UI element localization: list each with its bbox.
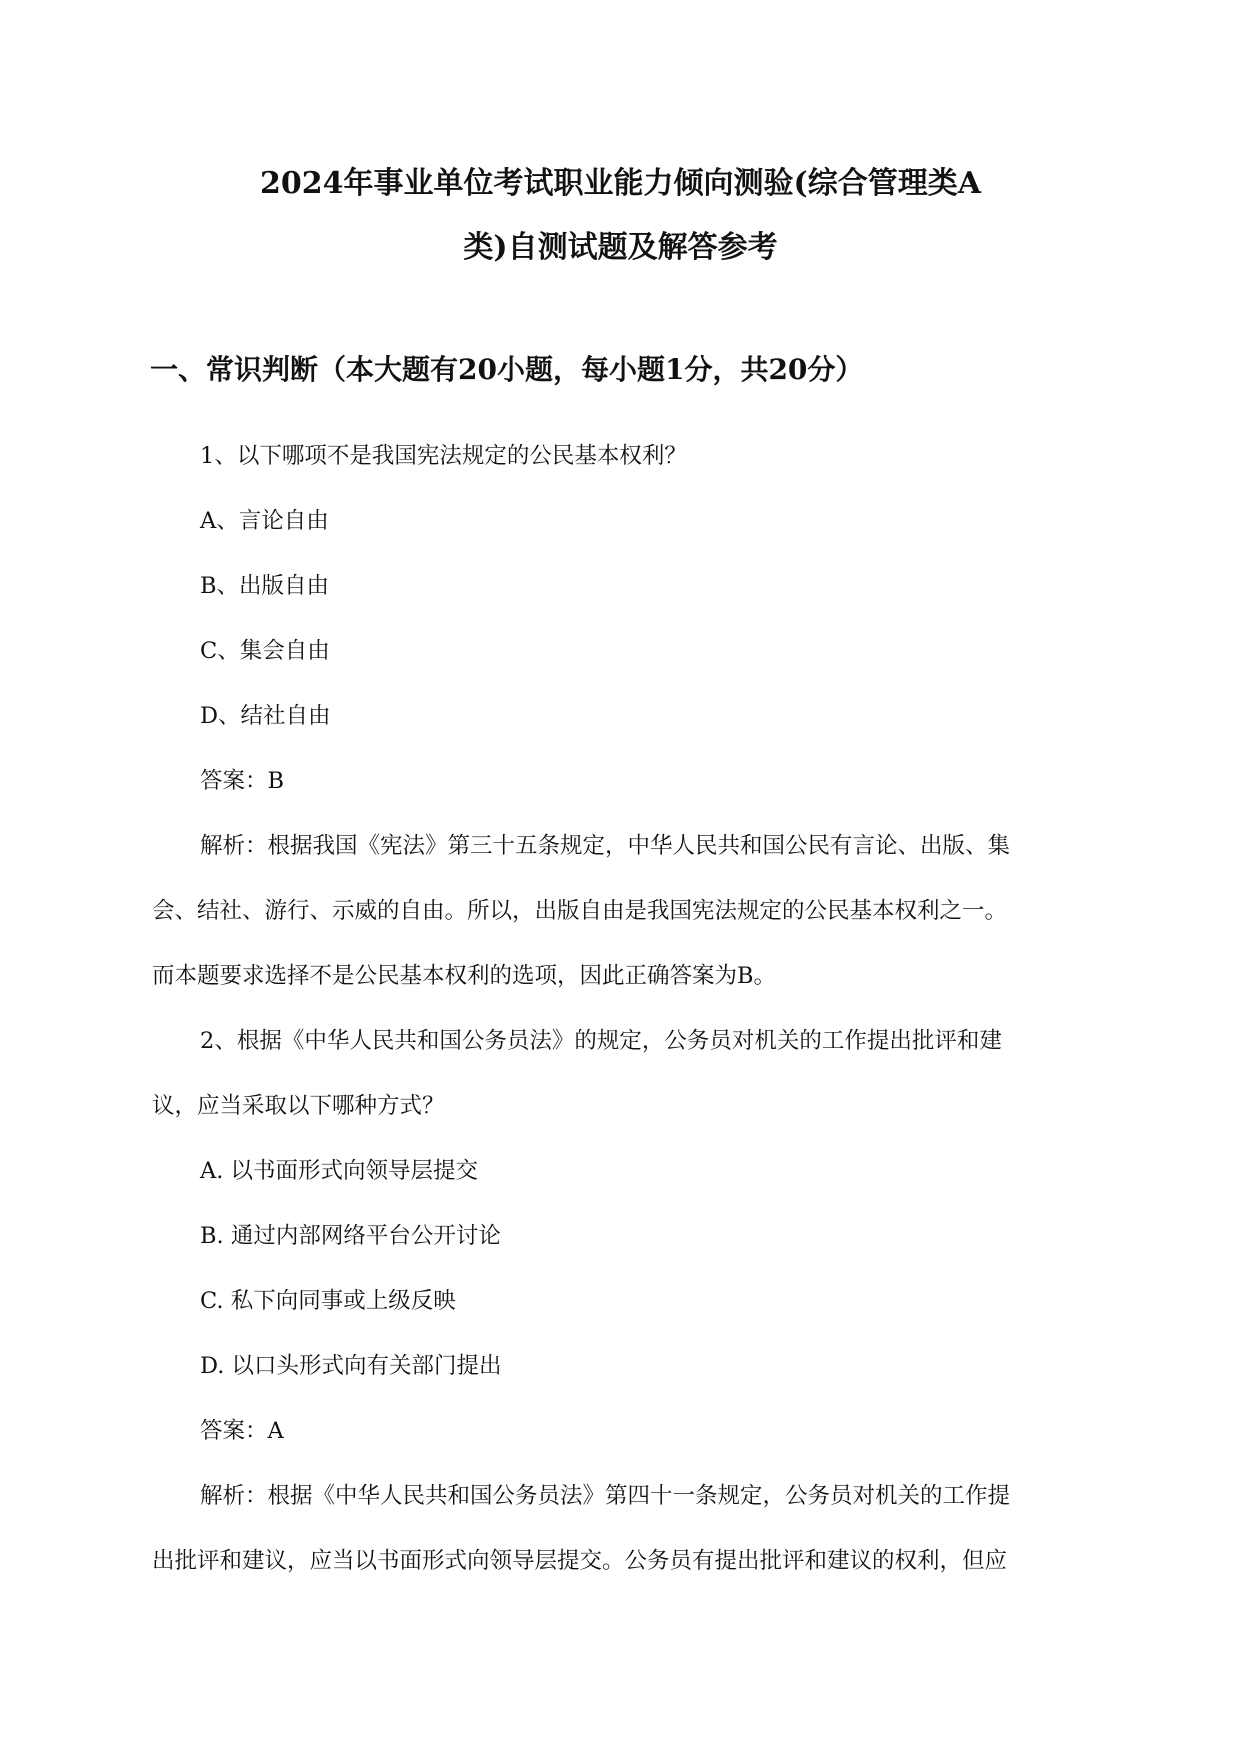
question-1-answer: 答案：B xyxy=(200,768,285,794)
document-title-line-1: 2024年事业单位考试职业能力倾向测验(综合管理类A xyxy=(260,166,981,201)
question-2-option-c: C. 私下向同事或上级反映 xyxy=(200,1288,456,1314)
section-heading: 一、常识判断（本大题有20小题，每小题1分，共20分） xyxy=(150,353,864,386)
question-2-option-a: A. 以书面形式向领导层提交 xyxy=(200,1158,479,1184)
question-2-stem-line: 议，应当采取以下哪种方式？ xyxy=(152,1093,445,1119)
question-1-option-b: B、出版自由 xyxy=(200,573,330,599)
question-2-answer: 答案：A xyxy=(200,1418,284,1444)
document-title-line-2: 类)自测试题及解答参考 xyxy=(463,230,778,265)
question-1-analysis-line: 而本题要求选择不是公民基本权利的选项，因此正确答案为B。 xyxy=(152,963,777,989)
question-1-option-d: D、结社自由 xyxy=(200,703,331,729)
question-1-option-a: A、言论自由 xyxy=(200,508,329,534)
question-2-analysis-line: 出批评和建议，应当以书面形式向领导层提交。公务员有提出批评和建议的权利，但应 xyxy=(152,1548,1008,1574)
question-1-stem: 1、以下哪项不是我国宪法规定的公民基本权利？ xyxy=(200,443,687,469)
question-2-option-b: B. 通过内部网络平台公开讨论 xyxy=(200,1223,501,1249)
question-1-option-c: C、集会自由 xyxy=(200,638,330,664)
question-1-analysis-line: 会、结社、游行、示威的自由。所以，出版自由是我国宪法规定的公民基本权利之一。 xyxy=(152,898,1008,924)
question-2-option-d: D. 以口头形式向有关部门提出 xyxy=(200,1353,502,1379)
question-2-stem-line: 2、根据《中华人民共和国公务员法》的规定，公务员对机关的工作提出批评和建 xyxy=(200,1028,1002,1054)
question-1-analysis-line: 解析：根据我国《宪法》第三十五条规定，中华人民共和国公民有言论、出版、集 xyxy=(200,833,1011,859)
question-2-analysis-line: 解析：根据《中华人民共和国公务员法》第四十一条规定，公务员对机关的工作提 xyxy=(200,1483,1011,1509)
